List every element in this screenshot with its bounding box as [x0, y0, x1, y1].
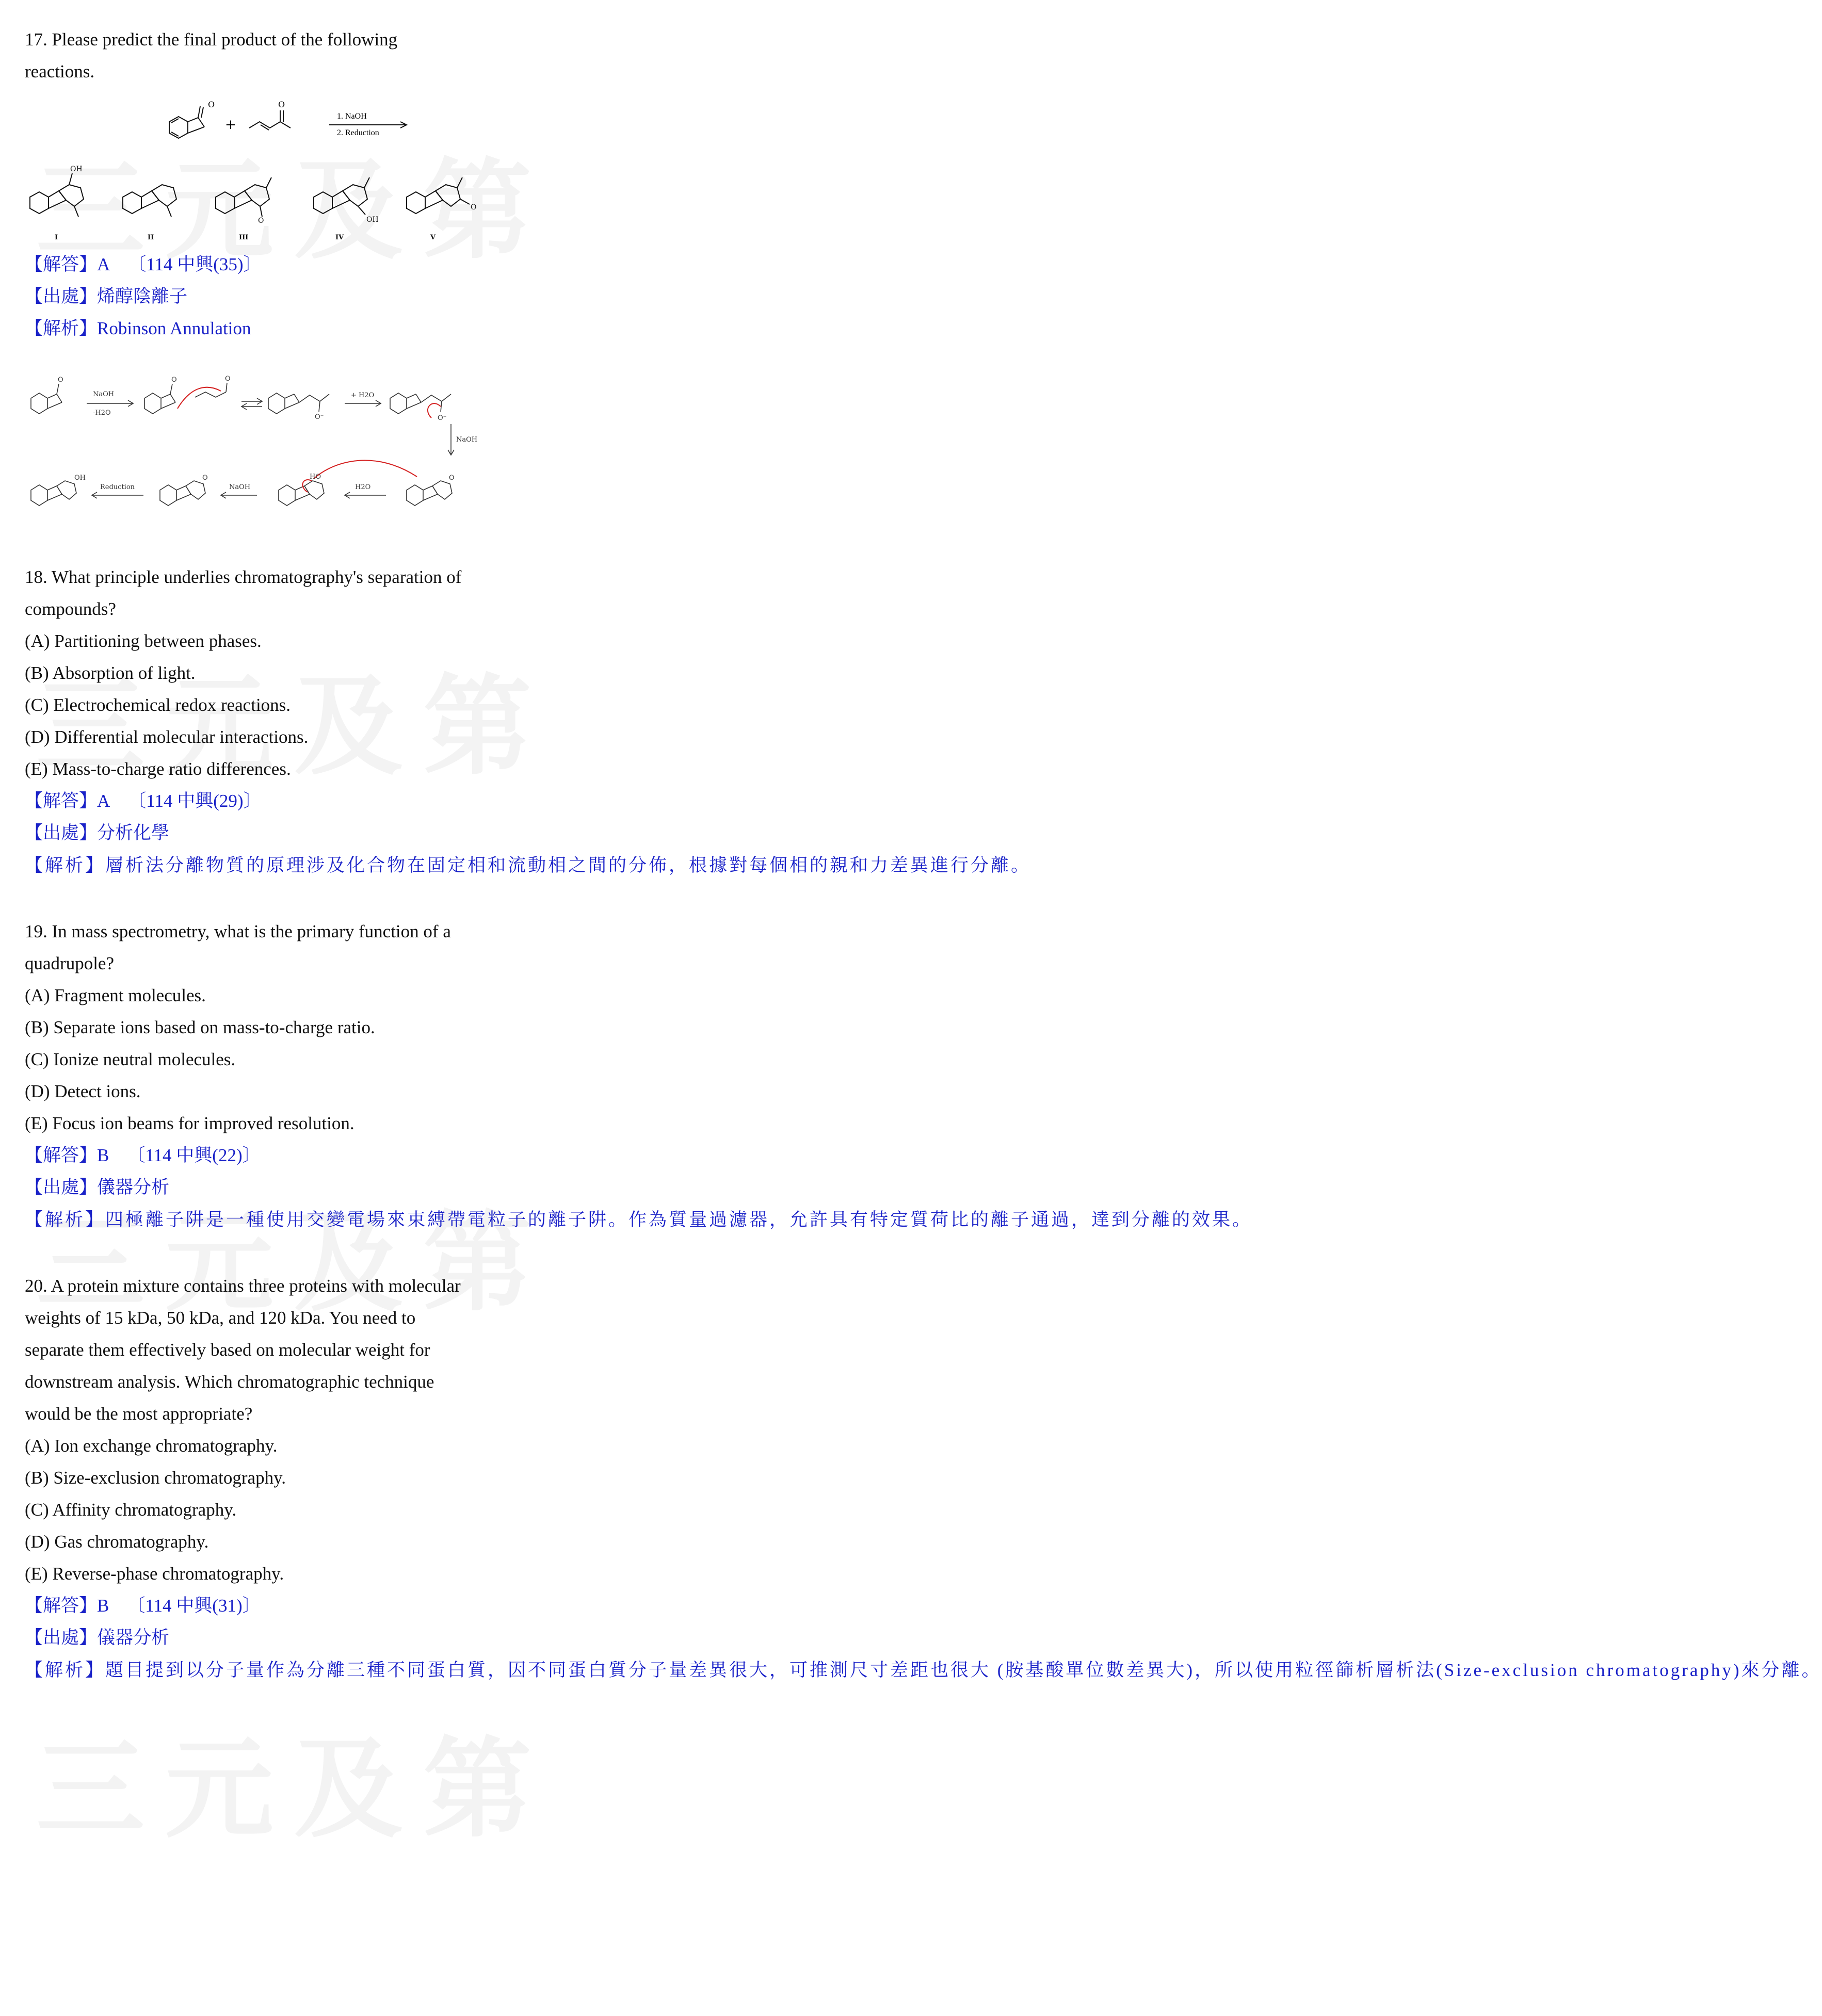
- option-a: (A) Partitioning between phases.: [25, 631, 262, 651]
- mechanism-label: NaOH: [456, 436, 478, 444]
- svg-text:O: O: [208, 100, 215, 109]
- svg-text:O: O: [225, 375, 231, 383]
- answer-block: [25, 1590, 1822, 1686]
- explanation-text: 【解析】四極離子阱是一種使用交變電場來束縛帶電粒子的離子阱。作為質量過濾器，允許具有特定質荷比的離子通過，達到分離的效果。: [25, 1210, 1253, 1230]
- reaction-scheme: [159, 92, 541, 149]
- explanation-text: 【解析】題目提到以分子量作為分離三種不同蛋白質，因不同蛋白質分子量差異很大，可推測尺寸差距也很大 (胺基酸單位數差異大)，所以使用粒徑篩析層析法(Size-exclusion chromatography)來分離。: [25, 1660, 1822, 1680]
- source-label: 【出處】儀器分析: [25, 1628, 170, 1648]
- answer-source: 〔114 中興(35)〕: [128, 254, 262, 274]
- option-c: (C) Affinity chromatography.: [25, 1500, 237, 1520]
- question-stem: 17. Please predict the final product of the following reactions.: [25, 29, 398, 82]
- choice-label: V: [430, 234, 436, 241]
- choice-label: IV: [335, 234, 344, 241]
- question-stem: 19. In mass spectrometry, what is the primary function of a quadrupole?: [25, 921, 451, 973]
- option-b: (B) Absorption of light.: [25, 663, 196, 683]
- explanation-text: 【解析】層析法分離物質的原理涉及化合物在固定相和流動相之間的分佈，根據對每個相的親和力差異進行分離。: [25, 855, 1031, 875]
- answer-block: [25, 249, 485, 345]
- answer-structures: [25, 151, 489, 249]
- answer-source: 〔114 中興(22)〕: [127, 1145, 261, 1165]
- source-label: 【出處】烯醇陰離子: [25, 286, 188, 306]
- option-d: (D) Gas chromatography.: [25, 1532, 209, 1552]
- answer-label: 【解答】B: [25, 1145, 109, 1165]
- question-20: [25, 1270, 1822, 1686]
- question-stem: 20. A protein mixture contains three proteins with molecular weights of 15 kDa, 50 kDa, and 120 kDa. You need to separate them effectively based on molecular weight for downstream analysis. Which chromatographic technique would be the most appropriate?: [25, 1276, 461, 1424]
- option-c: (C) Ionize neutral molecules.: [25, 1049, 236, 1069]
- answer-block: [25, 785, 1031, 882]
- source-label: 【出處】儀器分析: [25, 1177, 170, 1197]
- choice-label: III: [239, 234, 249, 241]
- mechanism-diagram: [25, 357, 489, 527]
- svg-text:O: O: [58, 376, 63, 384]
- mechanism-label: + H2O: [351, 392, 375, 399]
- mechanism-label: NaOH: [229, 483, 251, 491]
- svg-text:O⁻: O⁻: [438, 414, 447, 422]
- svg-text:O: O: [171, 376, 177, 384]
- svg-text:O⁻: O⁻: [315, 413, 324, 421]
- option-a: (A) Ion exchange chromatography.: [25, 1436, 278, 1456]
- answer-source: 〔114 中興(31)〕: [127, 1596, 261, 1616]
- svg-text:OH: OH: [366, 216, 379, 224]
- choice-label: II: [148, 234, 154, 241]
- reagent-label: 2. Reduction: [337, 128, 379, 137]
- svg-text:OH: OH: [70, 165, 83, 173]
- svg-text:O: O: [471, 203, 477, 212]
- choice-label: I: [55, 234, 58, 241]
- question-stem: 18. What principle underlies chromatography's separation of compounds?: [25, 567, 462, 619]
- question-18: [25, 561, 1031, 882]
- svg-text:O: O: [278, 100, 285, 109]
- option-d: (D) Detect ions.: [25, 1081, 141, 1101]
- option-e: (E) Mass-to-charge ratio differences.: [25, 759, 291, 779]
- answer-block: [25, 1140, 1253, 1236]
- option-e: (E) Focus ion beams for improved resolution.: [25, 1113, 354, 1133]
- mechanism-label: Reduction: [100, 483, 135, 491]
- svg-text:O: O: [202, 474, 208, 482]
- watermark: [36, 1702, 475, 1858]
- svg-text:OH: OH: [74, 474, 86, 482]
- option-e: (E) Reverse-phase chromatography.: [25, 1564, 284, 1584]
- answer-label: 【解答】A: [25, 791, 110, 811]
- mechanism-label: NaOH: [93, 391, 115, 398]
- question-19: [25, 916, 1253, 1236]
- svg-text:O: O: [449, 474, 455, 482]
- svg-text:+: +: [225, 117, 236, 133]
- source-label: 【出處】分析化學: [25, 823, 170, 843]
- option-a: (A) Fragment molecules.: [25, 985, 206, 1005]
- answer-source: 〔114 中興(29)〕: [128, 791, 262, 811]
- svg-text:HO: HO: [310, 473, 321, 481]
- mechanism-label: H2O: [355, 483, 371, 491]
- mechanism-label: -H2O: [93, 409, 111, 417]
- explanation-label: 【解析】Robinson Annulation: [25, 318, 251, 338]
- svg-text:O: O: [258, 217, 264, 225]
- option-d: (D) Differential molecular interactions.: [25, 727, 309, 747]
- answer-label: 【解答】B: [25, 1596, 109, 1616]
- question-17: [25, 0, 485, 527]
- option-b: (B) Separate ions based on mass-to-charge ratio.: [25, 1017, 375, 1037]
- reagent-label: 1. NaOH: [337, 112, 367, 121]
- answer-label: 【解答】A: [25, 254, 110, 274]
- option-b: (B) Size-exclusion chromatography.: [25, 1468, 286, 1488]
- option-c: (C) Electrochemical redox reactions.: [25, 695, 291, 715]
